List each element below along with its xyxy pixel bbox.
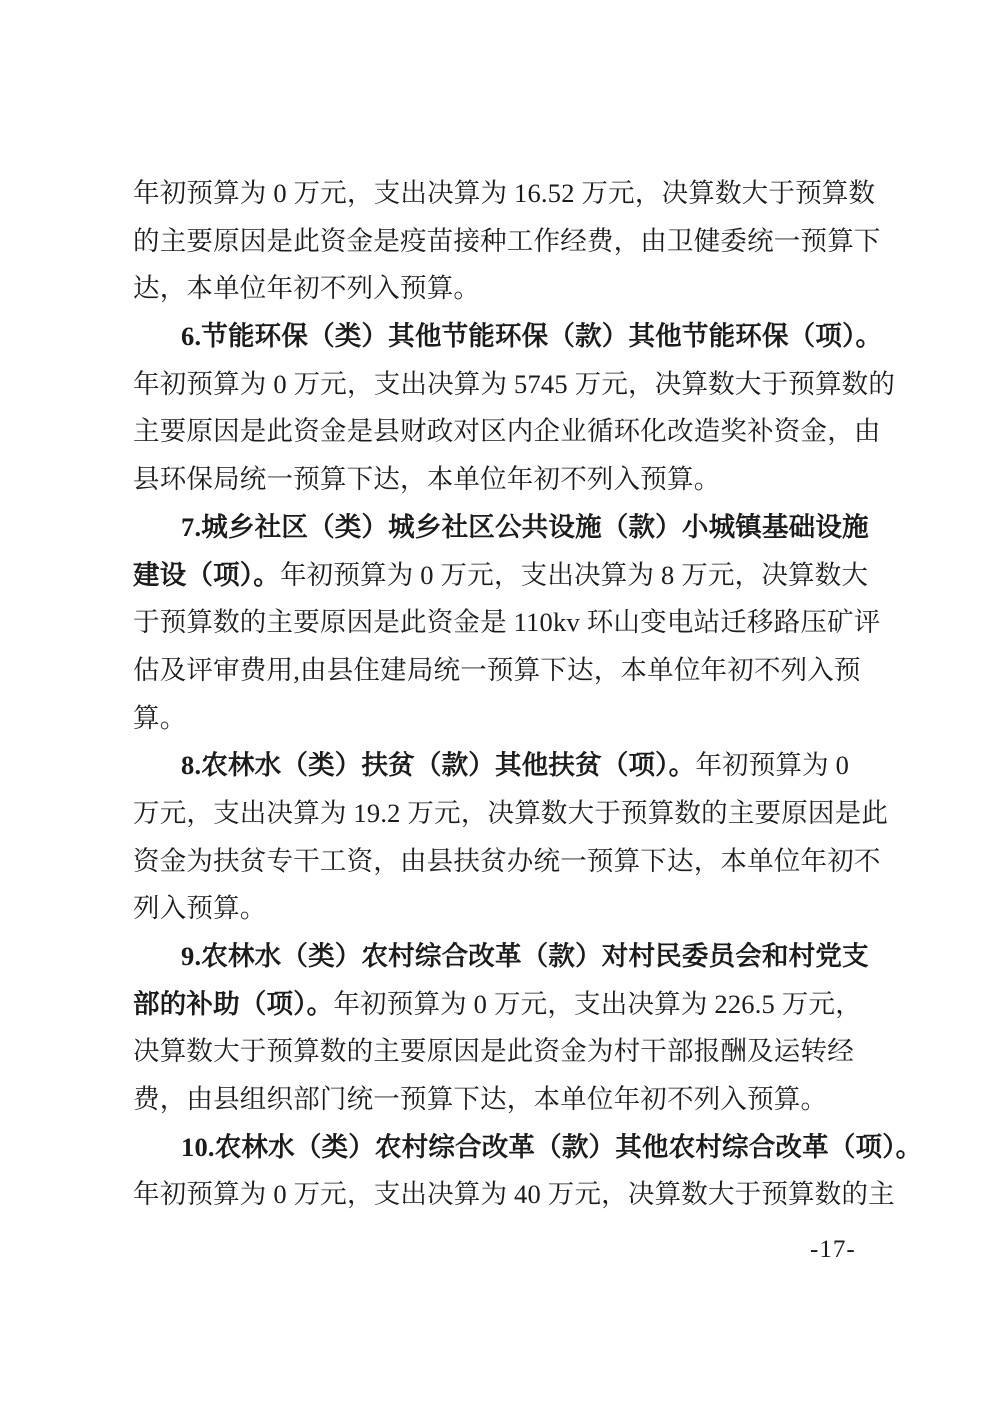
item-8-line-2 — [133, 790, 889, 838]
body-text: 估及评审费用,由县住建局统一预算下达，本单位年初不列入预 — [133, 654, 861, 685]
item-6-line-2 — [133, 361, 896, 409]
item-8-line-3 — [133, 838, 881, 886]
body-text: 算。 — [133, 702, 187, 733]
body-text: 年初预算为 0 — [695, 750, 850, 781]
body-text: 县环保局统一预算下达，本单位年初不列入预算。 — [133, 464, 721, 495]
item-5-continuation-line-2 — [133, 218, 881, 266]
document-body — [133, 170, 923, 1219]
body-text: 决算数大于预算数的主要原因是此资金为村干部报酬及运转经 — [133, 1036, 854, 1067]
heading-text: 9.农林水（类）农村综合改革（款）对村民委员会和村党支 — [181, 941, 869, 971]
heading-text: 8.农林水（类）扶贫（款）其他扶贫（项）。 — [181, 750, 696, 781]
item-9-line-3 — [133, 1028, 881, 1076]
item-7-line-3 — [133, 599, 881, 647]
item-8-line-4 — [133, 885, 881, 933]
item-10-line-2 — [133, 1171, 895, 1219]
item-7-line-2 — [133, 552, 881, 600]
item-6-line-1 — [133, 313, 881, 361]
item-7-line-4 — [133, 647, 881, 695]
heading-text: 7.城乡社区（类）城乡社区公共设施（款）小城镇基础设施 — [181, 511, 869, 542]
heading-text: 建设（项）。 — [133, 559, 280, 590]
body-text: 年初预算为 0 万元，支出决算为 226.5 万元， — [333, 988, 862, 1019]
heading-text: 10.农林水（类）农村综合改革（款）其他农村综合改革（项）。 — [181, 1131, 923, 1162]
item-9-line-4 — [133, 1076, 881, 1124]
heading-text: 6.节能环保（类）其他节能环保（款）其他节能环保（项）。 — [181, 321, 883, 352]
item-7-line-5 — [133, 695, 881, 743]
item-9-line-2 — [133, 981, 881, 1029]
body-text: 年初预算为 0 万元，支出决算为 40 万元，决算数大于预算数的主 — [133, 1179, 895, 1210]
item-5-continuation-line-3 — [133, 265, 881, 313]
body-text: 列入预算。 — [133, 893, 267, 924]
page-number: -17- — [810, 1236, 856, 1263]
heading-text: 部的补助（项）。 — [133, 988, 334, 1019]
body-text: 于预算数的主要原因是此资金是 110kv 环山变电站迁移路压矿评 — [133, 607, 881, 638]
item-6-line-4 — [133, 456, 881, 504]
item-7-line-1 — [133, 504, 881, 552]
item-6-line-3 — [133, 408, 881, 456]
body-text: 年初预算为 0 万元，支出决算为 16.52 万元，决算数大于预算数 — [133, 178, 876, 208]
item-8-line-1 — [133, 742, 881, 790]
body-text: 的主要原因是此资金是疫苗接种工作经费，由卫健委统一预算下 — [133, 225, 881, 256]
body-text: 达，本单位年初不列入预算。 — [133, 273, 481, 304]
item-5-continuation-line-1 — [133, 170, 881, 218]
body-text: 年初预算为 0 万元，支出决算为 8 万元，决算数大 — [279, 559, 869, 590]
body-text: 万元，支出决算为 19.2 万元，决算数大于预算数的主要原因是此 — [133, 797, 889, 828]
body-text: 主要原因是此资金是县财政对区内企业循环化改造奖补资金，由 — [133, 416, 881, 447]
item-9-line-1 — [133, 933, 881, 981]
item-10-line-1 — [133, 1124, 923, 1172]
body-text: 年初预算为 0 万元，支出决算为 5745 万元，决算数大于预算数的 — [133, 368, 896, 399]
body-text: 资金为扶贫专干工资，由县扶贫办统一预算下达，本单位年初不 — [133, 845, 881, 876]
body-text: 费，由县组织部门统一预算下达，本单位年初不列入预算。 — [133, 1084, 828, 1115]
